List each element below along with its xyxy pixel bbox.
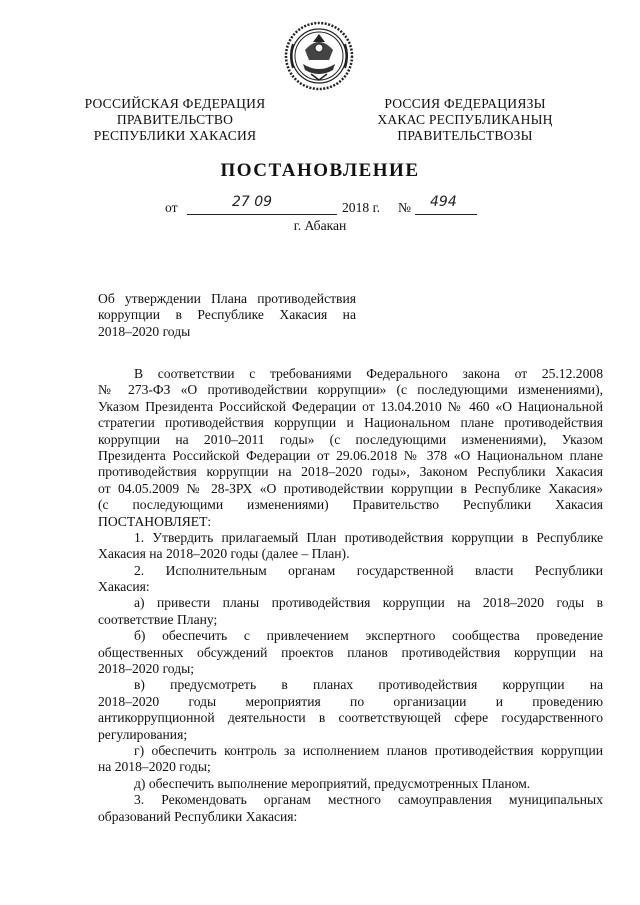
body-line: № 273-ФЗ «О противодействии коррупции» (с последующими изменениями), [98,382,603,398]
header-left-line: РЕСПУБЛИКИ ХАКАСИЯ [93,128,257,143]
subject-line: коррупции в Республике Хакасия на [98,307,356,323]
body-line: образований Республики Хакасия: [98,808,298,824]
republic-of-khakassia-emblem-icon [283,20,355,92]
body-line: 2018–2020 годы; [98,661,195,677]
body-line: Президента Российской Федерации от 29.06.2018 № 378 «О Национальном плане [98,447,603,463]
body-line: на 2018–2020 годы; [98,759,211,775]
header-right-line: ПРАВИТЕЛЬСТВОЗЫ [397,128,533,143]
document-type-title: ПОСТАНОВЛЕНИЕ [220,160,420,181]
body-line: 3. Рекомендовать органам местного самоуправления муниципальных [134,792,603,808]
header-left-block [70,96,280,144]
number-sign: № [398,200,411,215]
body-line: в) предусмотреть в планах противодействия коррупции на [134,677,603,693]
header-left-line: РОССИЙСКАЯ ФЕДЕРАЦИЯ [84,96,266,111]
header-left-line: ПРАВИТЕЛЬСТВО [116,112,234,127]
date-underline [187,214,337,215]
body-line: коррупции на 2010–2011 годы» (с последующими изменениями), Указом [98,431,603,447]
body-line: 2018–2020 годы мероприятия по организации и проведению [98,693,603,709]
document-subject [98,291,356,340]
header-right-line: РОССИЯ ФЕДЕРАЦИЯЗЫ [384,96,546,111]
body-line: В соответствии с требованиями Федерального закона от 25.12.2008 [134,366,603,381]
body-line: а) привести планы противодействия коррупции на 2018–2020 годы в [134,595,603,611]
body-line: общественных обсуждений проектов планов противодействия коррупции на [98,644,603,660]
header-right-block [360,96,570,144]
subject-line: Об утверждении Плана противодействия [98,291,356,306]
date-number-line [165,194,485,220]
body-line: 1. Утвердить прилагаемый План противодействия коррупции в Республике [134,529,603,545]
body-line: соответствие Плану; [98,611,218,627]
city: г. Абакан [293,218,347,233]
date-year: 2018 г. [342,200,381,215]
body-line: Хакасия: [98,579,150,595]
handwritten-date: 27 09 [232,194,273,210]
body-line: противодействия коррупции на 2018–2020 годы», Законом Республики Хакасия [98,464,603,480]
body-line: регулирования; [98,726,188,742]
number-underline [415,214,477,215]
body-line: ПОСТАНОВЛЯЕТ: [98,513,212,529]
body-line: (с последующими изменениями) Правительство Республики Хакасия [98,497,603,513]
coat-of-arms [283,20,355,92]
body-line: г) обеспечить контроль за исполнением планов противодействия коррупции [134,742,603,758]
body-line: д) обеспечить выполнение мероприятий, предусмотренных Планом. [134,775,531,791]
body-line: Указом Президента Российской Федерации от 13.04.2010 № 460 «О Национальной [98,398,603,414]
body-line: Хакасия на 2018–2020 годы (далее – План). [98,546,350,562]
header-right-line: ХАКАС РЕСПУБЛИКАНЫҢ [377,112,553,127]
body-line: стратегии противодействия коррупции и Национальном плане противодействия [98,415,603,431]
body-line: б) обеспечить с привлечением экспертного сообщества проведение [134,628,603,644]
body-line: от 04.05.2009 № 28-ЗРХ «О противодействии коррупции в Республике Хакасия» [98,480,603,496]
date-prefix: от [165,200,178,215]
body-line: антикоррупционной деятельности в соответствующей сфере государственного [98,710,603,726]
subject-line: 2018–2020 годы [98,323,191,339]
handwritten-number: 494 [430,194,457,210]
body-line: 2. Исполнительным органам государственной власти Республики [134,562,603,578]
document-body [98,366,603,825]
